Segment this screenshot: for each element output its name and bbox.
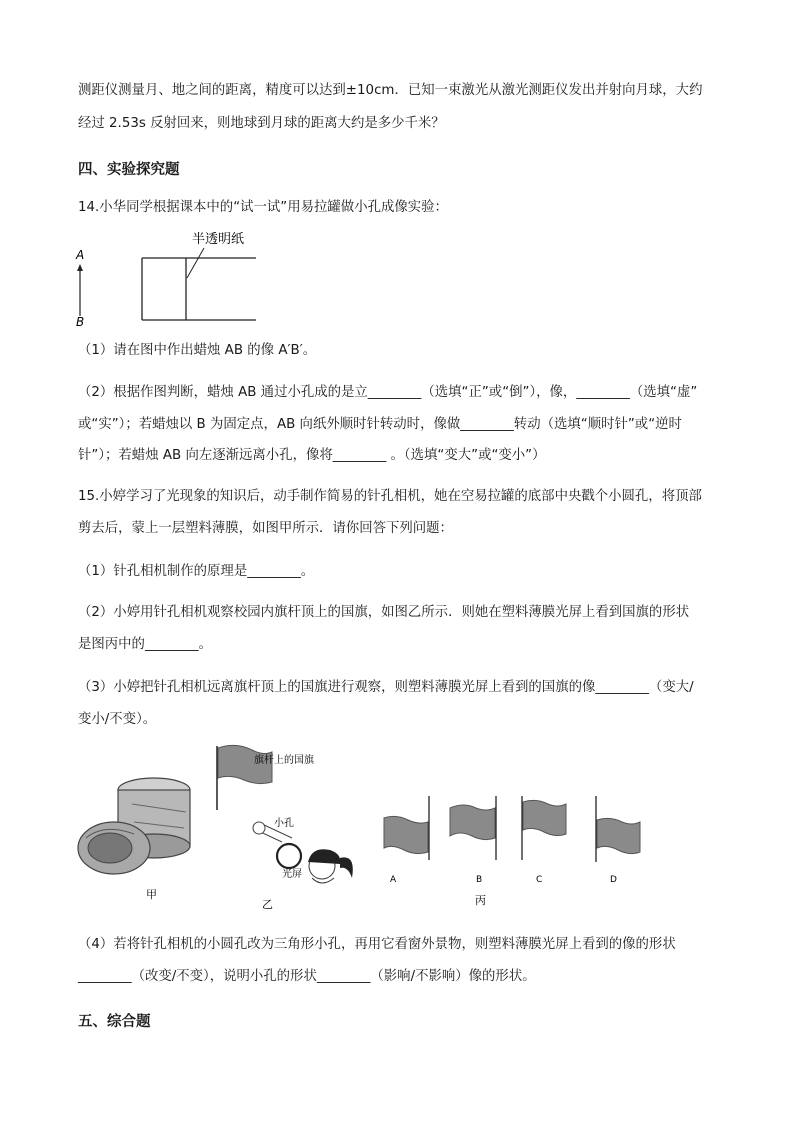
q15-sub2-line1: （2）小婷用针孔相机观察校园内旗杆顶上的国旗，如图乙所示．则她在塑料薄膜光屏上看到国旗的形状 (78, 605, 690, 620)
q14-label-a: A (76, 248, 85, 262)
section-5-title: 五、综合题 (78, 1014, 151, 1030)
q15-sub3-line1: （3）小婷把针孔相机远离旗杆顶上的国旗进行观察，则塑料薄膜光屏上看到的国旗的像________（变大/ (78, 680, 694, 695)
option-b-flag (450, 796, 496, 860)
q15-sub1: （1）针孔相机制作的原理是________。 (78, 564, 315, 579)
option-c-label: C (536, 875, 543, 885)
q15-stem-line1: 15.小婷学习了光现象的知识后，动手制作简易的针孔相机，她在空易拉罐的底部中央戳个小圆孔，将顶部 (78, 489, 702, 504)
option-a-flag (384, 796, 429, 860)
q15-sub4-line1: （4）若将针孔相机的小圆孔改为三角形小孔，再用它看窗外景物，则塑料薄膜光屏上看到的像的形状 (78, 937, 676, 952)
q14-stem: 14.小华同学根据课本中的“试一试”用易拉罐做小孔成像实验： (78, 200, 448, 215)
screen-label: 光屏 (282, 869, 302, 880)
q14-sub2-line3: 针”）；若蜡烛 AB 向左逐渐远离小孔，像将________ 。（选填“变大”或“变小”） (78, 448, 546, 463)
q15-sub3-line2: 变小/不变）。 (78, 712, 157, 727)
q14-sub2-line2: 或“实”）；若蜡烛以 B 为固定点，AB 向纸外顺时针转动时，像做________转动（选填“顺时针”或“逆时 (78, 417, 682, 432)
option-d-flag (596, 796, 640, 862)
option-a-label: A (390, 875, 397, 885)
q15-sub2-line2: 是图丙中的________。 (78, 637, 212, 652)
paper-label-leader (187, 248, 204, 278)
label-yi: 乙 (262, 898, 273, 911)
q14-paper-label: 半透明纸 (192, 232, 245, 247)
label-bing: 丙 (475, 894, 486, 907)
intro-line-2: 经过 2.53s 反射回来，则地球到月球的距离大约是多少千米？ (78, 116, 445, 131)
option-b-label: B (476, 875, 483, 885)
option-d-label: D (610, 875, 617, 885)
option-c-flag (522, 796, 566, 860)
q14-pinhole-figure (70, 228, 270, 330)
candle-arrow-head (77, 264, 83, 271)
section-4-title: 四、实验探究题 (78, 162, 180, 178)
pinhole-camera-photo (78, 778, 190, 874)
intro-line-1: 测距仪测量月、地之间的距离，精度可以达到±10cm．已知一束激光从激光测距仪发出并射向月球，大约 (78, 83, 703, 98)
hole-label: 小孔 (274, 818, 294, 829)
q15-stem-line2: 剪去后，蒙上一层塑料薄膜，如图甲所示．请你回答下列问题： (78, 521, 453, 536)
girl-figure (308, 849, 353, 883)
q15-sub4-line2: ________（改变/不变），说明小孔的形状________（影响/不影响）像的形状。 (78, 969, 536, 984)
q15-figure (74, 738, 654, 916)
q14-sub2-line1: （2）根据作图判断，蜡烛 AB 通过小孔成的是立________（选填“正”或“倒”），像，________（选填“虚” (78, 385, 698, 400)
label-jia: 甲 (146, 888, 157, 901)
q14-sub1: （1）请在图中作出蜡烛 AB 的像 A′B′。 (78, 343, 317, 358)
flag-on-pole-label: 旗杆上的国旗 (254, 755, 314, 766)
q14-label-b: B (76, 315, 85, 329)
